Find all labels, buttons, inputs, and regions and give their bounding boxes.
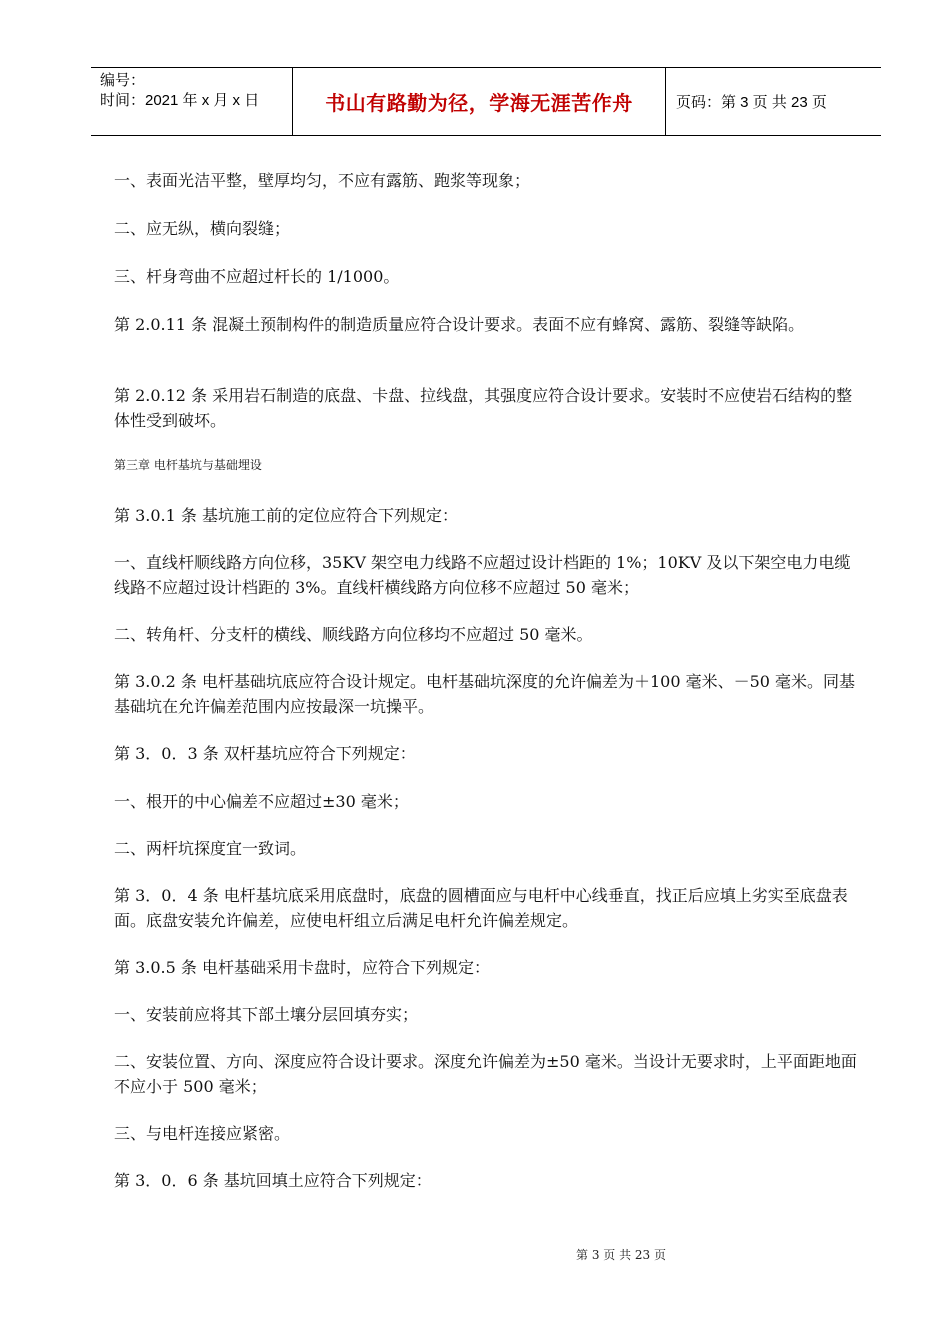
paragraph: 二、应无纵，横向裂缝； bbox=[114, 219, 291, 238]
paragraph: 第 3.0.2 条 电杆基础坑底应符合设计规定。电杆基础坑深度的允许偏差为＋100 毫米、－50 毫米。同基基础坑在允许偏差范围内应按最深一坑操平。 bbox=[114, 672, 856, 716]
paragraph: 一、安装前应将其下部土壤分层回填夯实； bbox=[114, 1005, 419, 1024]
paragraph: 第 3.0.1 条 基坑施工前的定位应符合下列规定： bbox=[114, 506, 458, 525]
header-motto-cell bbox=[293, 68, 666, 135]
header-page-cell bbox=[666, 68, 881, 135]
chapter-heading: 第三章 电杆基坑与基础埋设 bbox=[114, 458, 262, 472]
paragraph: 三、杆身弯曲不应超过杆长的 1/1000。 bbox=[114, 267, 400, 286]
paragraph: 三、与电杆连接应紧密。 bbox=[114, 1124, 291, 1143]
paragraph: 二、两杆坑探度宜一致词。 bbox=[114, 839, 307, 858]
page-label: 页码：第 3 页 共 23 页 bbox=[676, 94, 827, 111]
paragraph: 第 3．0．6 条 基坑回填土应符合下列规定： bbox=[114, 1171, 432, 1190]
paragraph: 第 3．0．4 条 电杆基坑底采用底盘时，底盘的圆槽面应与电杆中心线垂直，找正后应填上劣实至底盘表面。底盘安装允许偏差，应使电杆组立后满足电杆允许偏差规定。 bbox=[114, 886, 848, 930]
page-footer bbox=[0, 1246, 950, 1263]
paragraph: 一、表面光洁平整，壁厚均匀，不应有露筋、跑浆等现象； bbox=[114, 171, 531, 190]
paragraph: 一、根开的中心偏差不应超过±30 毫米； bbox=[114, 792, 409, 811]
paragraph: 一、直线杆顺线路方向位移，35KV 架空电力线路不应超过设计档距的 1%；10KV 及以下架空电力电缆线路不应超过设计档距的 3%。直线杆横线路方向位移不应超过 50 毫米； bbox=[114, 553, 851, 597]
paragraph: 第 3.0.5 条 电杆基础采用卡盘时，应符合下列规定： bbox=[114, 958, 490, 977]
paragraph: 二、转角杆、分支杆的横线、顺线路方向位移均不应超过 50 毫米。 bbox=[114, 625, 593, 644]
paragraph: 第 2.0.11 条 混凝土预制构件的制造质量应符合设计要求。表面不应有蜂窝、露筋、裂缝等缺陷。 bbox=[114, 315, 805, 334]
header-meta-cell bbox=[91, 68, 293, 135]
motto-text: 书山有路勤为径，学海无涯苦作舟 bbox=[325, 91, 633, 115]
paragraph: 第 3．0．3 条 双杆基坑应符合下列规定： bbox=[114, 744, 416, 763]
paragraph: 第 2.0.12 条 采用岩石制造的底盘、卡盘、拉线盘，其强度应符合设计要求。安装时不应使岩石结构的整体性受到破坏。 bbox=[114, 386, 853, 430]
document-header bbox=[91, 67, 881, 136]
footer-page-number: 第 3 页 共 23 页 bbox=[576, 1248, 666, 1262]
number-label: 编号： bbox=[100, 72, 146, 89]
time-label: 时间：2021 年 x 月 x 日 bbox=[100, 92, 260, 109]
paragraph: 二、安装位置、方向、深度应符合设计要求。深度允许偏差为±50 毫米。当设计无要求时，上平面距地面不应小于 500 毫米； bbox=[114, 1052, 857, 1096]
